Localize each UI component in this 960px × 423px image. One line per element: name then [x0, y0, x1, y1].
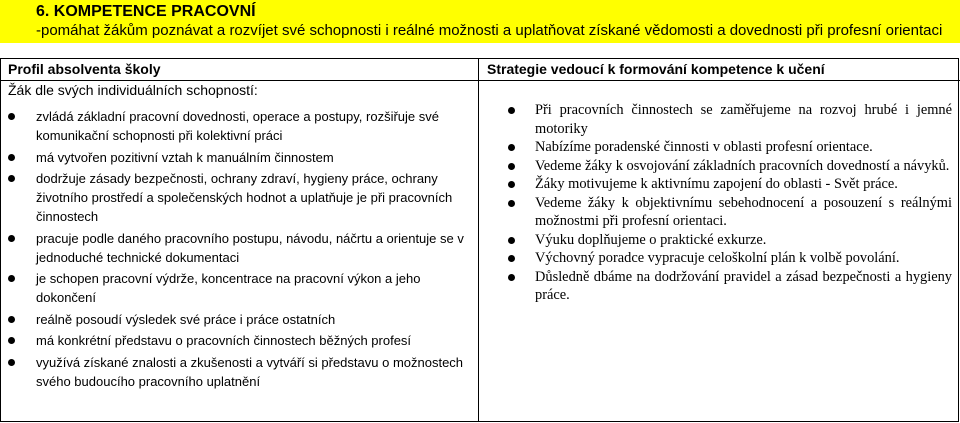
list-item-text: je schopen pracovní výdrže, koncentrace na pracovní výkon a jeho dokončení [36, 271, 421, 305]
bullet-icon [508, 200, 515, 207]
bullet-icon [8, 154, 15, 161]
bullet-icon [508, 237, 515, 244]
left-column-heading: Profil absolventa školy [8, 61, 161, 77]
bullet-icon [8, 316, 15, 323]
list-item [487, 157, 952, 176]
list-item-text: Vedeme žáky k objektivnímu sebehodnocení a posouzení s reálnými možnostmi při profesní orientaci. [535, 194, 952, 229]
list-item-text: Důsledně dbáme na dodržování pravidel a zásad bezpečnosti a hygieny práce. [535, 268, 952, 303]
left-column-intro: Žák dle svých individuálních schopností: [8, 82, 258, 98]
list-item [0, 229, 470, 267]
list-item-text: Výuku doplňujeme o praktické exkurze. [535, 231, 767, 248]
bullet-icon [508, 255, 515, 262]
bullet-icon [508, 144, 515, 151]
bullet-icon [8, 235, 15, 242]
bullet-icon [8, 175, 15, 182]
list-item [0, 353, 470, 391]
section-subtitle: -pomáhat žákům poznávat a rozvíjet své schopnosti i reálné možnosti a uplatňovat získané vědomosti a dovednosti při profesní orientaci [36, 22, 943, 39]
list-item [487, 175, 952, 194]
list-item [487, 138, 952, 157]
list-item-text: Při pracovních činnostech se zaměřujeme na rozvoj hrubé i jemné motoriky [535, 102, 952, 137]
list-item [0, 148, 470, 167]
list-item-text: Výchovný poradce vypracuje celoškolní plán k volbě povolání. [535, 250, 900, 266]
graduate-profile-list [0, 107, 470, 393]
bullet-icon [508, 163, 515, 170]
bullet-icon [8, 113, 15, 120]
list-item-text: Vedeme žáky k osvojování základních pracovních dovedností a návyků. [535, 157, 950, 174]
list-item-text: má vytvořen pozitivní vztah k manuálním činnostem [36, 149, 334, 165]
list-item [487, 231, 952, 250]
list-item-text: pracuje podle daného pracovního postupu, návodu, náčrtu a orientuje se v jednoduché technické dokumentaci [36, 230, 464, 265]
list-item [487, 249, 952, 268]
section-title: 6. KOMPETENCE PRACOVNÍ [36, 3, 256, 20]
list-item-text: Nabízíme poradenské činnosti v oblasti profesní orientace. [535, 139, 873, 155]
list-item-text: využívá získané znalosti a zkušenosti a vytváří si představu o možnostech svého budoucího pracovního uplatnění [36, 354, 464, 389]
bullet-icon [508, 274, 515, 281]
list-item-text: reálně posoudí výsledek své práce i práce ostatních [36, 311, 336, 327]
bullet-icon [508, 181, 515, 188]
list-item-text: má konkrétní představu o pracovních činnostech běžných profesí [36, 333, 412, 348]
list-item-text: zvládá základní pracovní dovednosti, operace a postupy, rozšiřuje své komunikační schopnosti při kolektivní práci [36, 109, 439, 143]
section-header [0, 0, 960, 43]
right-column-heading: Strategie vedoucí k formování kompetence k učení [487, 61, 825, 77]
bullet-icon [8, 337, 15, 344]
list-item [487, 101, 952, 138]
list-item [487, 194, 952, 231]
bullet-icon [8, 359, 15, 366]
strategy-list [487, 101, 952, 305]
bullet-icon [508, 107, 515, 114]
list-item [0, 169, 470, 226]
list-item [0, 310, 470, 329]
list-item-text: dodržuje zásady bezpečnosti, ochrany zdraví, hygieny práce, ochrany životního prostředí a společenských hodnot a uplatňuje je při pracovních činnostech [36, 171, 453, 224]
list-item [487, 268, 952, 305]
list-item-text: Žáky motivujeme k aktivnímu zapojení do oblasti - Svět práce. [535, 176, 898, 192]
list-item [0, 107, 470, 145]
list-item [0, 269, 470, 307]
column-divider [478, 58, 479, 422]
bullet-icon [8, 275, 15, 282]
list-item [0, 331, 470, 350]
